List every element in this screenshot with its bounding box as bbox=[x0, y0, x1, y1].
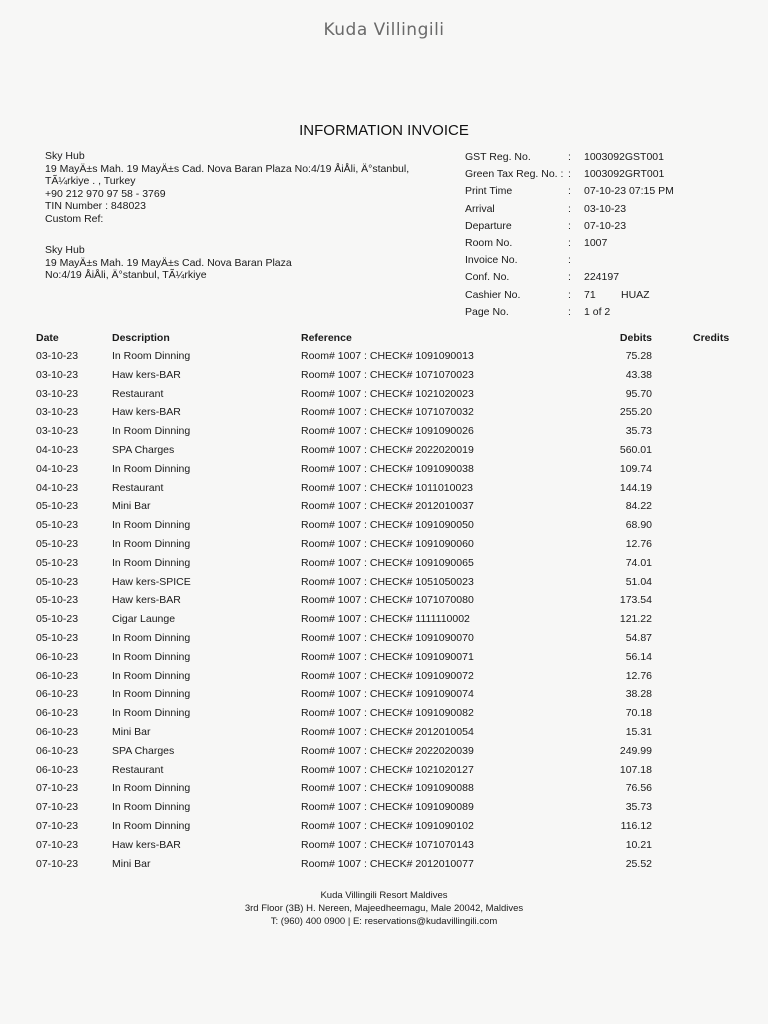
row-debit: 255.20 bbox=[619, 406, 652, 419]
row-reference: Room# 1007 : CHECK# 1091090102 bbox=[301, 819, 474, 832]
row-reference: Room# 1007 : CHECK# 1091090071 bbox=[301, 650, 474, 663]
meta-label: GST Reg. No. bbox=[465, 151, 531, 163]
row-debit: 43.38 bbox=[625, 368, 652, 381]
meta-label: Green Tax Reg. No. : bbox=[465, 168, 564, 181]
meta-label: Departure bbox=[465, 219, 512, 232]
row-description: Mini Bar bbox=[112, 500, 151, 513]
row-description: In Room Dinning bbox=[112, 707, 191, 720]
guest-phone: +90 212 970 97 58 - 3769 bbox=[45, 187, 166, 200]
row-reference: Room# 1007 : CHECK# 2022020039 bbox=[301, 744, 474, 757]
footer bbox=[0, 889, 768, 928]
table-row bbox=[0, 406, 768, 425]
row-debit: 12.76 bbox=[625, 669, 652, 682]
meta-value: 71 bbox=[584, 288, 596, 301]
row-reference: Room# 1007 : CHECK# 1021020023 bbox=[301, 387, 474, 400]
header-credits: Credits bbox=[693, 332, 730, 344]
table-header bbox=[0, 332, 768, 346]
row-debit: 56.14 bbox=[625, 650, 652, 663]
row-date: 06-10-23 bbox=[36, 744, 79, 757]
row-reference: Room# 1007 : CHECK# 1091090050 bbox=[301, 519, 474, 532]
row-reference: Room# 1007 : CHECK# 2022020019 bbox=[301, 443, 474, 456]
guest-address-line: TÃ¼rkiye . , Turkey bbox=[45, 175, 136, 187]
billing-address-line: 19 MayÄ±s Mah. 19 MayÄ±s Cad. Nova Baran Plaza bbox=[45, 256, 292, 269]
row-reference: Room# 1007 : CHECK# 1091090060 bbox=[301, 537, 474, 550]
table-row bbox=[0, 764, 768, 783]
row-reference: Room# 1007 : CHECK# 1051050023 bbox=[301, 575, 474, 588]
row-description: In Room Dinning bbox=[112, 350, 191, 362]
table-row bbox=[0, 350, 768, 369]
row-debit: 76.56 bbox=[625, 782, 652, 795]
row-description: In Room Dinning bbox=[112, 688, 191, 701]
meta-colon: : bbox=[568, 219, 571, 232]
table-row bbox=[0, 613, 768, 632]
row-debit: 10.21 bbox=[625, 838, 652, 851]
table-row bbox=[0, 820, 768, 839]
meta-value: 1003092GRT001 bbox=[584, 168, 665, 181]
meta-colon: : bbox=[568, 202, 571, 215]
row-debit: 75.28 bbox=[625, 350, 652, 362]
row-description: In Room Dinning bbox=[112, 556, 191, 569]
row-debit: 51.04 bbox=[625, 575, 652, 588]
meta-value: 224197 bbox=[584, 271, 620, 284]
table-row bbox=[0, 801, 768, 820]
table-row bbox=[0, 594, 768, 613]
meta-value: 1 of 2 bbox=[584, 305, 611, 318]
row-debit: 38.28 bbox=[625, 688, 652, 701]
meta-label: Page No. bbox=[465, 305, 509, 318]
charges-table bbox=[0, 350, 768, 876]
header-reference: Reference bbox=[301, 332, 352, 344]
table-row bbox=[0, 557, 768, 576]
row-date: 06-10-23 bbox=[36, 763, 79, 776]
table-row bbox=[0, 651, 768, 670]
row-date: 05-10-23 bbox=[36, 613, 79, 626]
row-reference: Room# 1007 : CHECK# 1091090065 bbox=[301, 556, 474, 569]
meta-value: 07-10-23 07:15 PM bbox=[584, 185, 674, 198]
row-date: 05-10-23 bbox=[36, 631, 79, 644]
row-description: In Room Dinning bbox=[112, 631, 191, 644]
row-description: Mini Bar bbox=[112, 725, 151, 738]
meta-label: Room No. bbox=[465, 236, 513, 249]
row-debit: 109.74 bbox=[619, 462, 652, 475]
table-row bbox=[0, 839, 768, 858]
row-description: In Room Dinning bbox=[112, 650, 191, 663]
table-row bbox=[0, 576, 768, 595]
row-debit: 12.76 bbox=[625, 537, 652, 550]
row-date: 03-10-23 bbox=[36, 368, 79, 381]
footer-address: 3rd Floor (3B) H. Nereen, Majeedheemagu, Male 20042, Maldives bbox=[244, 903, 524, 914]
meta-colon: : bbox=[568, 305, 571, 318]
billing-address-line: No:4/19 ÅiÅli, Ä°stanbul, TÃ¼rkiye bbox=[45, 269, 207, 281]
header-debits: Debits bbox=[619, 332, 652, 344]
table-row bbox=[0, 388, 768, 407]
row-date: 05-10-23 bbox=[36, 500, 79, 513]
row-description: In Room Dinning bbox=[112, 425, 191, 438]
row-reference: Room# 1007 : CHECK# 1091090038 bbox=[301, 462, 474, 475]
guest-address-block bbox=[45, 150, 409, 225]
row-description: In Room Dinning bbox=[112, 462, 191, 475]
table-row bbox=[0, 482, 768, 501]
meta-value: 1007 bbox=[584, 236, 608, 249]
row-debit: 35.73 bbox=[625, 425, 652, 438]
row-debit: 84.22 bbox=[625, 500, 652, 513]
row-reference: Room# 1007 : CHECK# 1091090070 bbox=[301, 631, 474, 644]
row-description: In Room Dinning bbox=[112, 801, 191, 814]
row-date: 03-10-23 bbox=[36, 425, 79, 438]
meta-value: 1003092GST001 bbox=[584, 151, 664, 163]
row-date: 05-10-23 bbox=[36, 575, 79, 588]
meta-extra-value: HUAZ bbox=[621, 288, 650, 301]
meta-value: 03-10-23 bbox=[584, 202, 627, 215]
row-description: In Room Dinning bbox=[112, 669, 191, 682]
row-date: 04-10-23 bbox=[36, 443, 79, 456]
table-row bbox=[0, 858, 768, 877]
meta-colon: : bbox=[568, 151, 571, 163]
row-date: 04-10-23 bbox=[36, 481, 79, 494]
meta-label: Cashier No. bbox=[465, 288, 521, 301]
table-row bbox=[0, 670, 768, 689]
row-debit: 68.90 bbox=[625, 519, 652, 532]
row-debit: 74.01 bbox=[625, 556, 652, 569]
row-date: 06-10-23 bbox=[36, 707, 79, 720]
row-description: Mini Bar bbox=[112, 857, 151, 870]
table-row bbox=[0, 688, 768, 707]
row-date: 04-10-23 bbox=[36, 462, 79, 475]
meta-colon: : bbox=[568, 236, 571, 249]
row-date: 05-10-23 bbox=[36, 556, 79, 569]
table-row bbox=[0, 519, 768, 538]
row-description: In Room Dinning bbox=[112, 519, 191, 532]
guest-address-line: Sky Hub bbox=[45, 150, 85, 162]
row-description: Restaurant bbox=[112, 387, 164, 400]
row-debit: 25.52 bbox=[625, 857, 652, 870]
row-reference: Room# 1007 : CHECK# 1011010023 bbox=[301, 481, 474, 494]
row-reference: Room# 1007 : CHECK# 1071070023 bbox=[301, 368, 474, 381]
row-reference: Room# 1007 : CHECK# 1111110002 bbox=[301, 613, 470, 626]
table-row bbox=[0, 632, 768, 651]
table-row bbox=[0, 707, 768, 726]
row-reference: Room# 1007 : CHECK# 1091090088 bbox=[301, 782, 474, 795]
table-row bbox=[0, 444, 768, 463]
meta-label: Conf. No. bbox=[465, 271, 510, 284]
row-debit: 107.18 bbox=[619, 763, 652, 776]
row-description: Restaurant bbox=[112, 763, 164, 776]
guest-custom-ref: Custom Ref: bbox=[45, 212, 104, 225]
row-reference: Room# 1007 : CHECK# 2012010037 bbox=[301, 500, 474, 513]
row-date: 05-10-23 bbox=[36, 594, 79, 607]
row-debit: 54.87 bbox=[625, 631, 652, 644]
meta-label: Invoice No. bbox=[465, 254, 518, 267]
header-description: Description bbox=[112, 332, 170, 344]
row-debit: 121.22 bbox=[619, 613, 652, 626]
table-row bbox=[0, 745, 768, 764]
row-reference: Room# 1007 : CHECK# 1091090072 bbox=[301, 669, 474, 682]
row-reference: Room# 1007 : CHECK# 1091090013 bbox=[301, 350, 474, 362]
row-debit: 35.73 bbox=[625, 801, 652, 814]
row-reference: Room# 1007 : CHECK# 1071070143 bbox=[301, 838, 474, 851]
row-date: 06-10-23 bbox=[36, 650, 79, 663]
row-date: 03-10-23 bbox=[36, 350, 79, 362]
row-date: 07-10-23 bbox=[36, 819, 79, 832]
table-row bbox=[0, 463, 768, 482]
table-row bbox=[0, 500, 768, 519]
meta-label: Print Time bbox=[465, 185, 513, 198]
row-reference: Room# 1007 : CHECK# 1021020127 bbox=[301, 763, 474, 776]
row-date: 06-10-23 bbox=[36, 669, 79, 682]
table-row bbox=[0, 538, 768, 557]
footer-resort-name: Kuda Villingili Resort Maldives bbox=[320, 890, 448, 901]
row-date: 07-10-23 bbox=[36, 782, 79, 795]
footer-contact: T: (960) 400 0900 | E: reservations@kudavillingili.com bbox=[270, 916, 498, 927]
meta-colon: : bbox=[568, 168, 571, 181]
row-description: Cigar Launge bbox=[112, 613, 176, 626]
row-description: Haw kers-SPICE bbox=[112, 575, 191, 588]
row-description: In Room Dinning bbox=[112, 819, 191, 832]
meta-value: 07-10-23 bbox=[584, 219, 627, 232]
row-date: 07-10-23 bbox=[36, 801, 79, 814]
row-debit: 173.54 bbox=[619, 594, 652, 607]
row-reference: Room# 1007 : CHECK# 1091090074 bbox=[301, 688, 474, 701]
row-description: Haw kers-BAR bbox=[112, 368, 181, 381]
row-description: Restaurant bbox=[112, 481, 164, 494]
row-description: In Room Dinning bbox=[112, 782, 191, 795]
row-date: 07-10-23 bbox=[36, 838, 79, 851]
row-debit: 144.19 bbox=[619, 481, 652, 494]
row-date: 06-10-23 bbox=[36, 688, 79, 701]
meta-colon: : bbox=[568, 254, 571, 267]
meta-colon: : bbox=[568, 288, 571, 301]
row-reference: Room# 1007 : CHECK# 1071070080 bbox=[301, 594, 474, 607]
table-row bbox=[0, 369, 768, 388]
billing-address-block bbox=[45, 244, 292, 282]
row-date: 06-10-23 bbox=[36, 725, 79, 738]
row-description: In Room Dinning bbox=[112, 537, 191, 550]
row-date: 03-10-23 bbox=[36, 387, 79, 400]
row-reference: Room# 1007 : CHECK# 2012010077 bbox=[301, 857, 474, 870]
row-reference: Room# 1007 : CHECK# 1071070032 bbox=[301, 406, 474, 419]
row-date: 07-10-23 bbox=[36, 857, 79, 870]
row-date: 05-10-23 bbox=[36, 537, 79, 550]
row-debit: 116.12 bbox=[620, 819, 652, 832]
meta-colon: : bbox=[568, 271, 571, 284]
row-reference: Room# 1007 : CHECK# 1091090082 bbox=[301, 707, 474, 720]
meta-label: Arrival bbox=[465, 202, 495, 215]
row-debit: 95.70 bbox=[625, 387, 652, 400]
row-date: 05-10-23 bbox=[36, 519, 79, 532]
row-description: SPA Charges bbox=[112, 744, 175, 757]
page-title: INFORMATION INVOICE bbox=[299, 122, 469, 139]
guest-address-line: 19 MayÄ±s Mah. 19 MayÄ±s Cad. Nova Baran Plaza No:4/19 ÅiÅli, Ä°stanbul, bbox=[45, 162, 410, 175]
row-debit: 249.99 bbox=[619, 744, 652, 757]
row-description: SPA Charges bbox=[112, 443, 175, 456]
billing-address-line: Sky Hub bbox=[45, 244, 85, 256]
table-row bbox=[0, 425, 768, 444]
meta-colon: : bbox=[568, 185, 571, 198]
row-debit: 70.18 bbox=[625, 707, 652, 720]
header-date: Date bbox=[36, 332, 59, 344]
row-reference: Room# 1007 : CHECK# 1091090089 bbox=[301, 801, 474, 814]
row-description: Haw kers-BAR bbox=[112, 594, 181, 607]
row-debit: 15.31 bbox=[625, 725, 652, 738]
table-row bbox=[0, 726, 768, 745]
row-date: 03-10-23 bbox=[36, 406, 79, 419]
row-debit: 560.01 bbox=[619, 443, 652, 456]
row-description: Haw kers-BAR bbox=[112, 838, 181, 851]
row-reference: Room# 1007 : CHECK# 1091090026 bbox=[301, 425, 474, 438]
guest-tin: TIN Number : 848023 bbox=[45, 200, 146, 212]
table-row bbox=[0, 782, 768, 801]
brand-logo-text: Kuda Villingili bbox=[323, 20, 445, 40]
row-description: Haw kers-BAR bbox=[112, 406, 181, 419]
row-reference: Room# 1007 : CHECK# 2012010054 bbox=[301, 725, 474, 738]
